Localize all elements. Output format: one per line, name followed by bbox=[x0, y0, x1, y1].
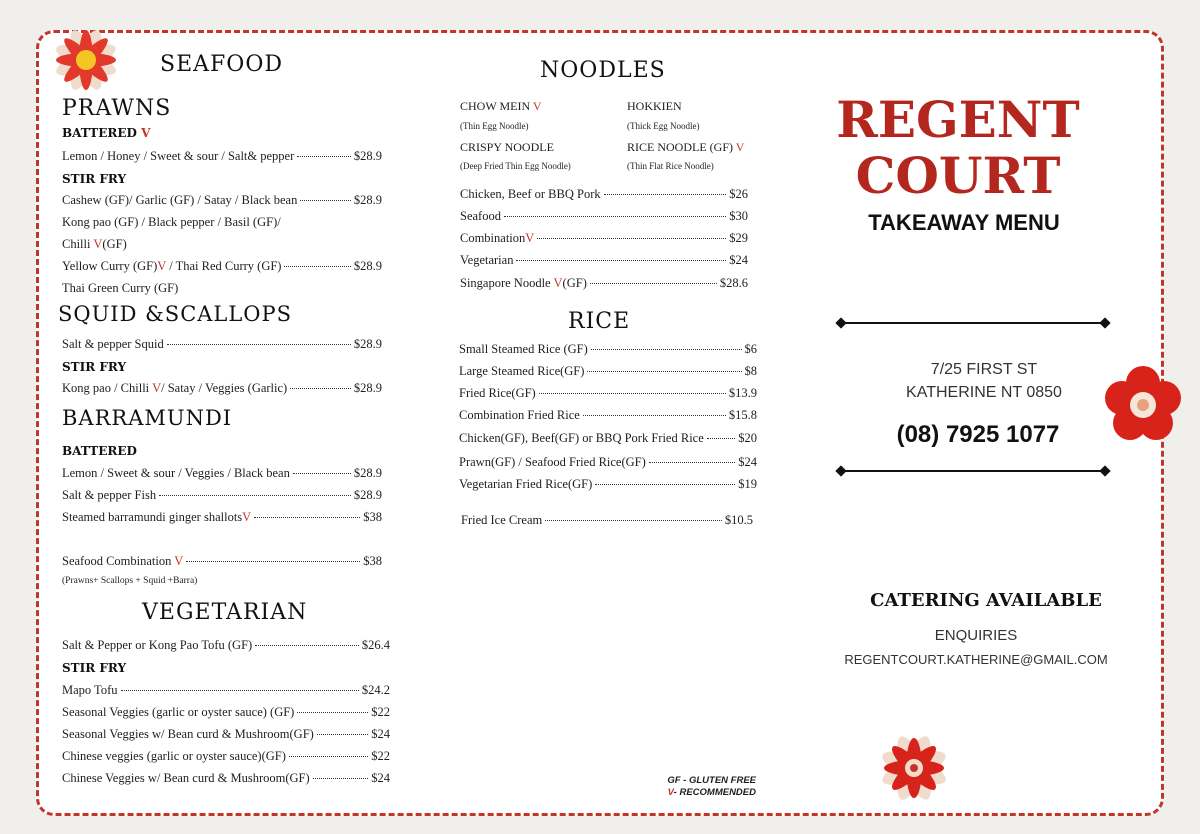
menu-item: Singapore Noodle V(GF) $28.6 bbox=[460, 276, 748, 290]
menu-item: Salt & pepper Squid $28.9 bbox=[62, 337, 382, 351]
menu-item: Yellow Curry (GF)V / Thai Red Curry (GF) $28.9 bbox=[62, 259, 382, 273]
menu-item: Steamed barramundi ginger shallotsV $38 bbox=[62, 510, 382, 524]
menu-item: Vegetarian $24 bbox=[460, 253, 748, 267]
menu-item: Seasonal Veggies (garlic or oyster sauce) (GF) $22 bbox=[62, 705, 390, 719]
squid-title: SQUID &SCALLOPS bbox=[58, 302, 293, 326]
combination-note: (Prawns+ Scallops + Squid +Barra) bbox=[62, 576, 198, 586]
menu-item: Kong pao (GF) / Black pepper / Basil (GF)/ bbox=[62, 215, 281, 229]
barramundi-title: BARRAMUNDI bbox=[62, 406, 233, 430]
noodle-desc: (Deep Fried Thin Egg Noodle) bbox=[460, 161, 571, 171]
menu-item: Prawn(GF) / Seafood Fried Rice(GF) $24 bbox=[459, 455, 757, 469]
menu-item: Salt & Pepper or Kong Pao Tofu (GF) $26.4 bbox=[62, 638, 390, 652]
noodle-type: CHOW MEIN V bbox=[460, 99, 542, 113]
divider bbox=[842, 470, 1106, 472]
legend-gf: GF - GLUTEN FREE bbox=[667, 775, 756, 786]
phone-number: (08) 7925 1077 bbox=[896, 421, 1060, 448]
prawns-stir-fry-label: STIR FRY bbox=[62, 172, 127, 186]
menu-item: Small Steamed Rice (GF) $6 bbox=[459, 342, 757, 356]
noodle-desc: (Thick Egg Noodle) bbox=[627, 121, 700, 131]
brand-name-line2: COURT bbox=[855, 146, 1061, 205]
menu-item: Lemon / Honey / Sweet & sour / Salt& pepper $28.9 bbox=[62, 149, 382, 163]
address-line1: 7/25 FIRST ST bbox=[930, 361, 1038, 378]
rice-title: RICE bbox=[568, 309, 631, 334]
menu-item: Seafood $30 bbox=[460, 209, 748, 223]
brand-name-line1: REGENT bbox=[836, 90, 1080, 149]
menu-item: Large Steamed Rice(GF) $8 bbox=[459, 364, 757, 378]
menu-item: Seafood Combination V $38 bbox=[62, 554, 382, 568]
menu-item: Mapo Tofu $24.2 bbox=[62, 683, 390, 697]
noodle-type: RICE NOODLE (GF) V bbox=[627, 140, 745, 154]
squid-stir-fry-label: STIR FRY bbox=[62, 360, 127, 374]
prawns-title: PRAWNS bbox=[62, 96, 172, 121]
divider bbox=[842, 322, 1106, 324]
takeaway-menu-subtitle: TAKEAWAY MENU bbox=[868, 210, 1060, 235]
menu-item: Fried Ice Cream $10.5 bbox=[461, 513, 753, 527]
menu-item: Chicken(GF), Beef(GF) or BBQ Pork Fried Rice $20 bbox=[459, 431, 757, 445]
menu-item: Fried Rice(GF) $13.9 bbox=[459, 386, 757, 400]
legend bbox=[600, 775, 756, 799]
menu-item: Kong pao / Chilli V/ Satay / Veggies (Garlic) $28.9 bbox=[62, 381, 382, 395]
vegetarian-stir-fry-label: STIR FRY bbox=[62, 661, 127, 675]
catering-available: CATERING AVAILABLE bbox=[870, 590, 1102, 611]
menu-item: Chinese Veggies w/ Bean curd & Mushroom(GF) $24 bbox=[62, 771, 390, 785]
address-line2: KATHERINE NT 0850 bbox=[906, 384, 1062, 401]
menu-item: Vegetarian Fried Rice(GF) $19 bbox=[459, 477, 757, 491]
menu-item: Thai Green Curry (GF) bbox=[62, 281, 179, 295]
menu-item: Seasonal Veggies w/ Bean curd & Mushroom(GF) $24 bbox=[62, 727, 390, 741]
noodle-desc: (Thin Egg Noodle) bbox=[460, 121, 529, 131]
menu-item: Chinese veggies (garlic or oyster sauce)(GF) $22 bbox=[62, 749, 390, 763]
noodles-title: NOODLES bbox=[540, 58, 666, 83]
enquiries-label: ENQUIRIES bbox=[934, 627, 1018, 644]
flower-icon bbox=[866, 720, 962, 816]
flower-icon bbox=[36, 10, 136, 110]
menu-item: Salt & pepper Fish $28.9 bbox=[62, 488, 382, 502]
noodle-type: CRISPY NOODLE bbox=[460, 140, 554, 154]
prawns-battered-label: BATTERED V bbox=[62, 126, 151, 140]
noodle-type: HOKKIEN bbox=[627, 99, 682, 113]
menu-item: CombinationV $29 bbox=[460, 231, 748, 245]
menu-item: Chicken, Beef or BBQ Pork $26 bbox=[460, 187, 748, 201]
vegetarian-title: VEGETARIAN bbox=[142, 600, 308, 625]
menu-item: Combination Fried Rice $15.8 bbox=[459, 408, 757, 422]
seafood-title: SEAFOOD bbox=[160, 52, 283, 77]
menu-item: Cashew (GF)/ Garlic (GF) / Satay / Black bean $28.9 bbox=[62, 193, 382, 207]
barramundi-battered-label: BATTERED bbox=[62, 444, 137, 458]
noodle-desc: (Thin Flat Rice Noodle) bbox=[627, 161, 714, 171]
address bbox=[828, 358, 1140, 404]
legend-v: V- RECOMMENDED bbox=[667, 787, 756, 798]
menu-item: Lemon / Sweet & sour / Veggies / Black bean $28.9 bbox=[62, 466, 382, 480]
email-link[interactable]: REGENTCOURT.KATHERINE@GMAIL.COM bbox=[844, 652, 1108, 667]
menu-item: Chilli V(GF) bbox=[62, 237, 127, 251]
